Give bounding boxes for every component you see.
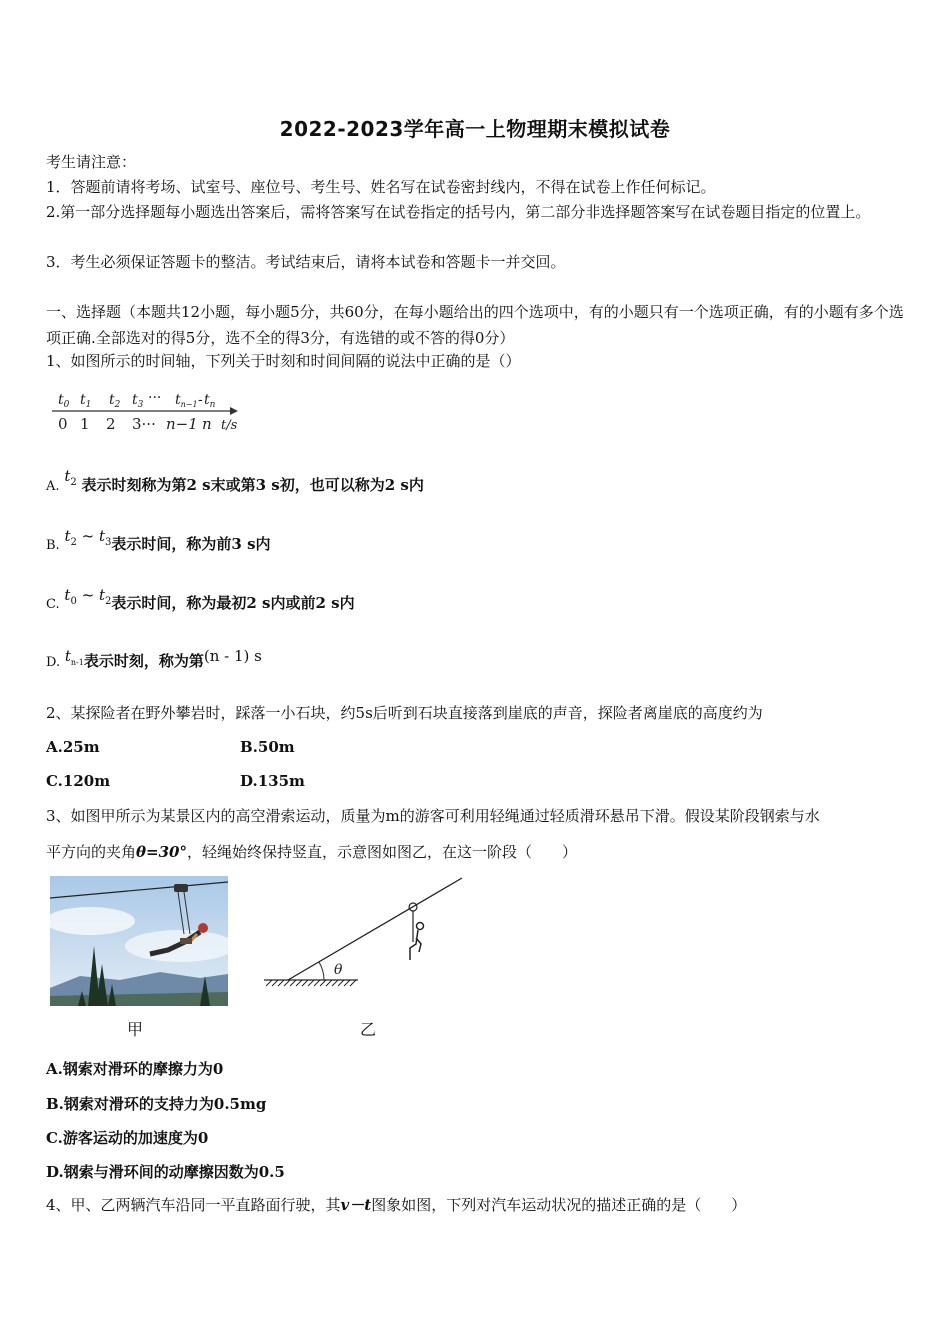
num-3: 3···	[132, 415, 156, 433]
axis-arrow-icon	[230, 407, 238, 415]
num-1: 1	[80, 415, 90, 433]
figure-b-caption: 乙	[360, 1020, 377, 1039]
q2-option-d: D.135m	[240, 772, 305, 790]
q3-stem-line1: 3、如图甲所示为某景区内的高空滑索运动，质量为m的游客可利用轻绳通过轻质滑环悬吊下滑。假设某阶段钢索与水	[46, 807, 820, 825]
q4-stem: 4、甲、乙两辆汽车沿同一平直路面行驶，其v－t图象如图，下列对汽车运动状况的描述正确的是（ ）	[46, 1196, 747, 1214]
zipline-photo	[50, 876, 228, 1006]
angle-label: θ	[334, 962, 343, 978]
q3-option-a: A.钢索对滑环的摩擦力为0	[46, 1060, 224, 1078]
num-n-1: n−1	[166, 415, 198, 433]
q1-option-c: C. $t_0$ ~ $t_2$表示时间，称为最初2 s内或前2 s内	[46, 586, 355, 612]
time-axis-figure	[46, 384, 256, 436]
q3-option-d: D.钢索与滑环间的动摩擦因数为0.5	[46, 1163, 285, 1181]
num-0: 0	[58, 415, 68, 433]
figure-a-caption: 甲	[127, 1020, 144, 1039]
ground-hatch	[266, 980, 356, 986]
axis-unit: t/s	[221, 418, 238, 433]
tick-t2: $t_2$	[109, 392, 121, 410]
q3-stem-line2: 平方向的夹角θ=30°，轻绳始终保持竖直，示意图如图乙，在这一阶段（ ）	[46, 843, 577, 861]
notice-item-1: 1．答题前请将考场、试室号、座位号、考生号、姓名写在试卷密封线内，不得在试卷上作任何标记。	[46, 178, 716, 196]
page-title: 2022-2023学年高一上物理期末模拟试卷	[279, 117, 671, 141]
q2-stem: 2、某探险者在野外攀岩时，踩落一小石块，约5s后听到石块直接落到崖底的声音，探险者离崖底的高度约为	[46, 704, 763, 722]
tick-t0: $t_0$	[58, 392, 70, 410]
section-heading: 一、选择题（本题共12小题，每小题5分，共60分，在每小题给出的四个选项中，有的小题只有一个选项正确，有的小题有多个选项正确.全部选对的得5分，选不全的得3分，有选错的或不答的得0分）	[46, 303, 904, 347]
tick-tn-1: $t_{n-1}$	[175, 392, 198, 409]
angle-arc	[319, 962, 324, 980]
zipline-diagram	[258, 872, 468, 992]
tick-tn: $t_n$	[204, 392, 216, 410]
svg-text:-: -	[198, 392, 203, 408]
q2-option-a: A.25m	[46, 738, 100, 756]
notice-heading: 考生请注意：	[46, 153, 137, 171]
pulley	[174, 884, 188, 892]
notice-item-2: 2.第一部分选择题每小题选出答案后，需将答案写在试卷指定的括号内，第二部分非选择题答案写在试卷题目指定的位置上。	[46, 203, 871, 221]
q2-option-b: B.50m	[240, 738, 295, 756]
notice-item-3: 3．考生必须保证答题卡的整洁。考试结束后，请将本试卷和答题卡一并交回。	[46, 253, 566, 271]
num-n: n	[202, 415, 212, 433]
q3-option-c: C.游客运动的加速度为0	[46, 1129, 209, 1147]
q1-stem: 1、如图所示的时间轴，下列关于时刻和时间间隔的说法中正确的是（）	[46, 352, 521, 370]
tick-t3: $t_3$	[132, 392, 144, 410]
q2-option-c: C.120m	[46, 772, 111, 790]
tick-t1: $t_1$	[80, 392, 92, 410]
q1-option-d: D. $t_{n-1}$表示时刻，称为第(n - 1) s	[46, 647, 262, 670]
q1-option-a: A. $t_2$ 表示时刻称为第2 s末或第3 s初，也可以称为2 s内	[46, 467, 424, 494]
tick-dots: ···	[148, 390, 162, 406]
num-2: 2	[106, 415, 116, 433]
tourist-figure	[410, 923, 424, 961]
q1-option-b: B. $t_2$ ~ $t_3$表示时间，称为前3 s内	[46, 527, 271, 553]
q3-option-b: B.钢索对滑环的支持力为0.5mg	[46, 1095, 267, 1113]
cable-line	[288, 878, 462, 980]
